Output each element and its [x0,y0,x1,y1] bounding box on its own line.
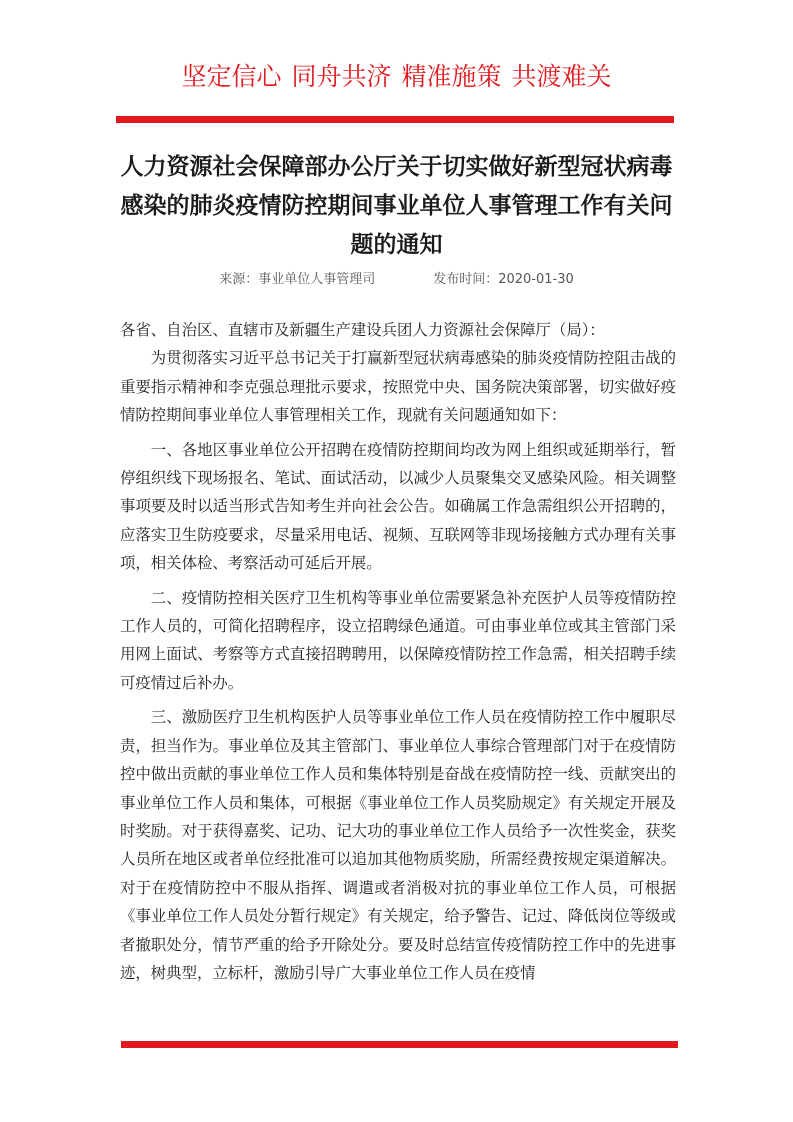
slogan-phrase: 坚定信心 [181,62,282,91]
publish-date: 发布时间：2020-01-30 [433,272,574,287]
document-title: 人力资源社会保障部办公厅关于切实做好新型冠状病毒感染的肺炎疫情防控期间事业单位人事管理工作有关问题的通知 [120,154,673,258]
source-label: 来源：事业单位人事管理司 [219,272,376,287]
document-body [120,316,676,987]
salutation: 各省、自治区、直辖市及新疆生产建设兵团人力资源社会保障厅（局）： [120,321,605,339]
body-paragraph: 为贯彻落实习近平总书记关于打赢新型冠状病毒感染的肺炎疫情防控阻击战的重要指示精神和李克强总理批示要求，按照党中央、国务院决策部署，切实做好疫情防控期间事业单位人事管理相关工作，现就有关问题通知如下： [120,349,676,425]
bottom-red-divider [121,1041,678,1048]
slogan-phrase: 共渡难关 [511,62,612,91]
body-paragraph: 三、激励医疗卫生机构医护人员等事业单位工作人员在疫情防控工作中履职尽责，担当作为。事业单位及其主管部门、事业单位人事综合管理部门对于在疫情防控中做出贡献的事业单位工作人员和集体特别是奋战在疫情防控一线、贡献突出的事业单位工作人员和集体，可根据《事业单位工作人员奖励规定》有关规定开展及时奖励。对于获得嘉奖、记功、记大功的事业单位工作人员给予一次性奖金，获奖人员所在地区或者单位经批准可以追加其他物质奖励，所需经费按规定渠道解决。对于在疫情防控中不服从指挥、调遣或者消极对抗的事业单位工作人员，可根据《事业单位工作人员处分暂行规定》有关规定，给予警告、记过、降低岗位等级或者撤职处分，情节严重的给予开除处分。要及时总结宣传疫情防控工作中的先进事迹，树典型，立标杆，激励引导广大事业单位工作人员在疫情 [120,708,676,982]
slogan-phrase: 同舟共济 [291,62,392,91]
slogan-banner [0,60,793,94]
body-paragraph: 二、疫情防控相关医疗卫生机构等事业单位需要紧急补充医护人员等疫情防控工作人员的，可简化招聘程序，设立招聘绿色通道。可由事业单位或其主管部门采用网上面试、考察等方式直接招聘聘用，以保障疫情防控工作急需，相关招聘手续可疫情过后补办。 [120,588,676,692]
top-red-divider [116,116,674,123]
body-paragraph: 一、各地区事业单位公开招聘在疫情防控期间均改为网上组织或延期举行，暂停组织线下现场报名、笔试、面试活动，以减少人员聚集交叉感染风险。相关调整事项要及时以适当形式告知考生并向社会公告。如确属工作急需组织公开招聘的，应落实卫生防疫要求，尽量采用电话、视频、互联网等非现场接触方式办理有关事项，相关体检、考察活动可延后开展。 [120,440,676,573]
document-meta [0,270,793,290]
slogan-phrase: 精准施策 [401,62,502,91]
